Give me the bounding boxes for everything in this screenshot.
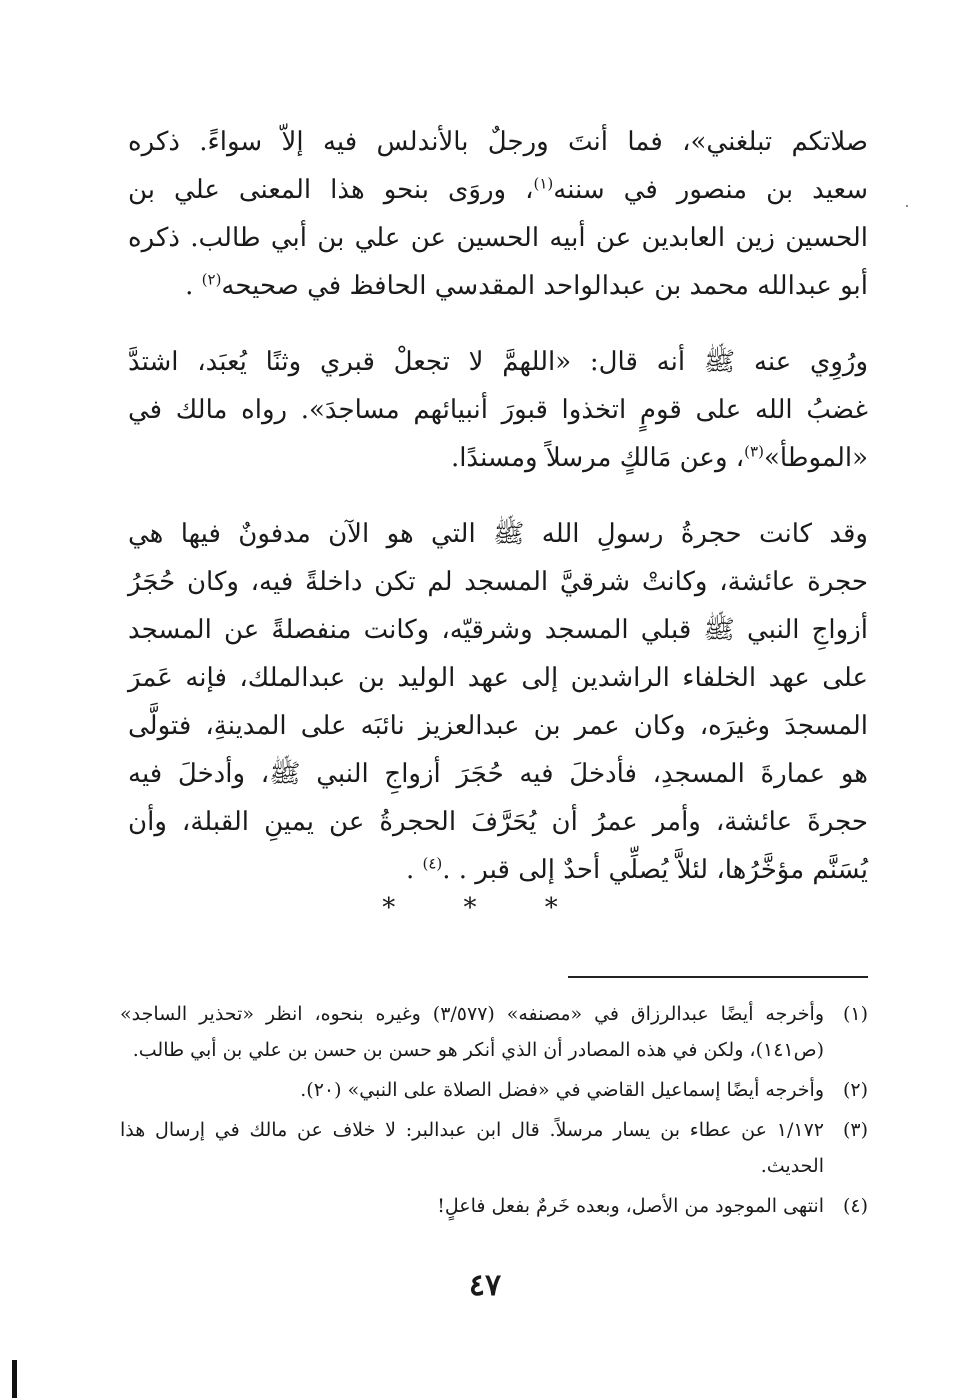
text-line: هو عمارةَ المسجدِ، فأدخلَ فيه حُجَرَ أزواجِ النبي ﷺ، وأدخلَ فيه xyxy=(128,759,868,789)
text-segment: سعيد بن منصور في سننه xyxy=(553,175,868,205)
main-text xyxy=(128,118,868,922)
text-line: حجرةَ عائشة، وأمر عمرُ أن يُحَرَّفَ الحجرةُ عن يمينِ القبلة، وأن xyxy=(128,807,868,837)
text-segment: أبو عبدالله محمد بن عبدالواحد المقدسي الحافظ في صحيحه xyxy=(221,271,868,301)
scan-speck xyxy=(906,205,908,207)
text-line xyxy=(128,262,868,310)
footnote-ref-4[interactable]: (٤) xyxy=(422,854,443,873)
footnote-text: انتهى الموجود من الأصل، وبعده خَرمٌ بفعل فاعلٍ! xyxy=(437,1195,824,1217)
footnote-text: وأخرجه أيضًا إسماعيل القاضي في «فضل الصلاة على النبي» (٢٠). xyxy=(300,1079,824,1101)
scan-edge-mark xyxy=(12,1360,17,1398)
text-segment: «الموطأ» xyxy=(763,443,868,473)
footnote-text: وأخرجه أيضًا عبدالرزاق في «مصنفه» (٣/٥٧٧) وغيره بنحوه، انظر «تحذير الساجد» (ص١٤١)، ولكن في هذه المصادر أن الذي أنكر هو حسن بن حسن بن علي بن أبي طالب. xyxy=(120,1003,825,1061)
paragraph-3 xyxy=(128,510,868,894)
paragraph-1 xyxy=(128,118,868,310)
text-segment: يُسَنَّم مؤخَّرُها، لئلاَّ يُصلِّي أحدٌ إلى قبر . . xyxy=(442,855,868,885)
footnote-text: ١/١٧٢ عن عطاء بن يسار مرسلاً. قال ابن عبدالبر: لا خلاف عن مالك في إرسال هذا الحديث. xyxy=(120,1119,824,1177)
footnote-4 xyxy=(120,1188,868,1224)
text-segment: . xyxy=(405,855,415,885)
text-line: أزواجِ النبي ﷺ قبلي المسجد وشرقيّه، وكانت منفصلةً عن المسجد xyxy=(128,615,868,645)
text-line xyxy=(128,846,868,894)
footnote-number: (٣) xyxy=(842,1119,868,1141)
footnote-number: (٤) xyxy=(842,1195,868,1217)
footnote-number: (١) xyxy=(842,1003,868,1025)
page-number: ٤٧ xyxy=(468,1268,502,1303)
text-line: وقد كانت حجرةُ رسولِ الله ﷺ التي هو الآن مدفونٌ فيها هي xyxy=(128,519,868,549)
footnote-number: (٢) xyxy=(842,1079,868,1101)
footnote-divider xyxy=(568,976,868,978)
footnote-3 xyxy=(120,1112,868,1184)
section-separator: * * * xyxy=(382,893,588,923)
text-line: على عهد الخلفاء الراشدين إلى عهد الوليد بن عبدالملك، فإنه عَمرَ xyxy=(128,663,868,693)
text-line xyxy=(128,434,868,482)
text-line xyxy=(128,166,868,214)
footnote-1 xyxy=(120,996,868,1068)
footnotes xyxy=(120,996,868,1228)
footnote-2 xyxy=(120,1072,868,1108)
text-line: الحسين زين العابدين عن أبيه الحسين عن علي بن أبي طالب. ذكره xyxy=(128,223,868,253)
footnote-ref-3[interactable]: (٣) xyxy=(744,442,764,461)
paragraph-2 xyxy=(128,338,868,482)
text-line: صلاتكم تبلغني»، فما أنتَ ورجلٌ بالأندلس فيه إلاّ سواءً. ذكره xyxy=(128,127,868,157)
text-segment: ، وروَى بنحو هذا المعنى علي بن xyxy=(128,175,534,205)
text-line: ورُوِي عنه ﷺ أنه قال: «اللهمَّ لا تجعلْ قبري وثنًا يُعبَد، اشتدَّ xyxy=(128,347,868,377)
text-line: حجرة عائشة، وكانتْ شرقيَّ المسجد لم تكن داخلةً فيه، وكان حُجَرُ xyxy=(128,567,868,597)
text-line: المسجدَ وغيرَه، وكان عمر بن عبدالعزيز نائبَه على المدينةِ، فتولَّى xyxy=(128,711,868,741)
text-segment: . xyxy=(185,271,194,301)
footnote-ref-2[interactable]: (٢) xyxy=(201,270,222,289)
footnote-ref-1[interactable]: (١) xyxy=(533,174,554,193)
text-line: غضبُ الله على قومٍ اتخذوا قبورَ أنبيائهم مساجدَ». رواه مالك في xyxy=(128,395,868,425)
text-segment: ، وعن مَالكٍ مرسلاً ومسندًا. xyxy=(450,443,745,473)
